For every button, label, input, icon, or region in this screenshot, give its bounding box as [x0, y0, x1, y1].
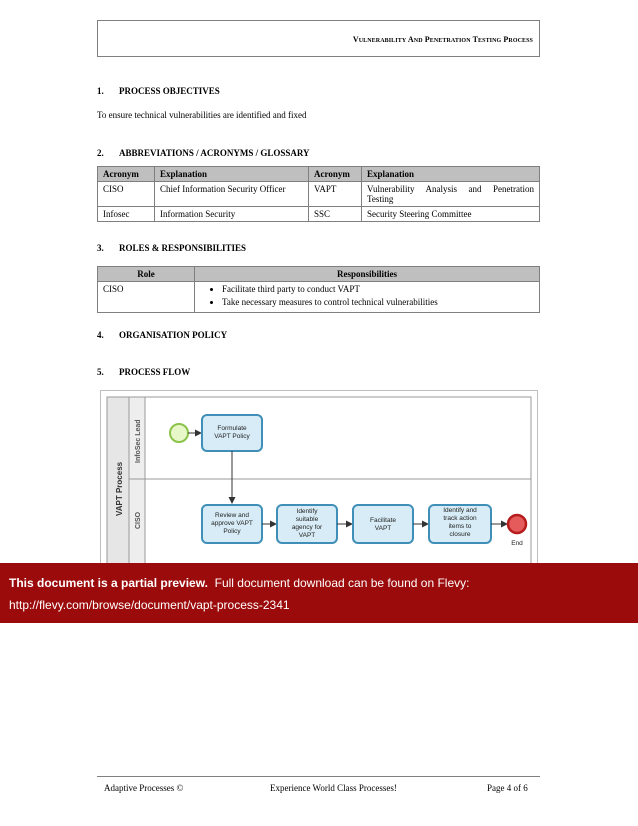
table-cell: Information Security	[155, 207, 309, 222]
pool-label: VAPT Process	[115, 461, 124, 516]
section-heading-4: 4. ORGANISATION POLICY	[97, 330, 228, 340]
table-cell	[195, 282, 540, 313]
table-row	[98, 182, 540, 207]
table-cell: SSC	[309, 207, 362, 222]
table-header-row	[98, 167, 540, 182]
table-header-cell: Explanation	[155, 167, 309, 182]
table-cell: Chief Information Security Officer	[155, 182, 309, 207]
roles-table	[97, 266, 540, 313]
table-cell: CISO	[98, 282, 195, 313]
preview-banner	[0, 563, 638, 623]
footer-page-number: Page 4 of 6	[487, 783, 528, 793]
table-header-cell: Explanation	[362, 167, 540, 182]
preview-message	[9, 576, 469, 590]
lane-label-2: CISO	[135, 511, 142, 529]
preview-link[interactable]: http://flevy.com/browse/document/vapt-process-2341	[9, 598, 290, 612]
table-cell: Infosec	[98, 207, 155, 222]
page-header	[97, 20, 540, 57]
start-event	[170, 424, 188, 442]
header-title: Vulnerability And Penetration Testing Process	[352, 35, 533, 44]
task-label: Identify suitable agency for VAPT	[291, 508, 323, 539]
preview-bold-text: This document is a partial preview.	[9, 576, 208, 590]
lane-label-1: InfoSec Lead	[135, 419, 142, 463]
preview-text: Full document download can be found on Flevy:	[214, 576, 470, 590]
task-facilitate-vapt	[353, 505, 413, 543]
list-item: • Facilitate third party to conduct VAPT	[222, 284, 534, 294]
table-header-cell: Acronym	[309, 167, 362, 182]
process-flow-diagram	[100, 390, 538, 570]
task-label: Facilitate VAPT	[369, 517, 397, 532]
section-heading-2: 2. ABBREVIATIONS / ACRONYMS / GLOSSARY	[97, 148, 310, 158]
abbreviations-table	[97, 166, 540, 222]
table-row	[98, 207, 540, 222]
list-item: • Take necessary measures to control technical vulnerabilities	[222, 297, 534, 307]
footer-divider	[97, 776, 540, 777]
footer-left: Adaptive Processes ©	[104, 783, 184, 793]
end-label: End	[511, 540, 523, 547]
footer-center: Experience World Class Processes!	[270, 783, 397, 793]
end-event	[508, 515, 526, 533]
section-heading-1: 1. PROCESS OBJECTIVES	[97, 86, 220, 96]
objective-text: To ensure technical vulnerabilities are identified and fixed	[97, 110, 307, 120]
table-cell: CISO	[98, 182, 155, 207]
table-header-cell: Responsibilities	[195, 267, 540, 282]
table-header-row	[98, 267, 540, 282]
task-label: Review and approve VAPT Policy	[211, 512, 253, 535]
task-label: Identify and track action items to closure	[443, 507, 477, 538]
responsibility-list	[200, 284, 534, 307]
table-header-cell: Role	[98, 267, 195, 282]
table-row	[98, 282, 540, 313]
table-cell: VAPT	[309, 182, 362, 207]
table-cell: Security Steering Committee	[362, 207, 540, 222]
table-header-cell: Acronym	[98, 167, 155, 182]
section-heading-5: 5. PROCESS FLOW	[97, 367, 191, 377]
section-heading-3: 3. ROLES & RESPONSIBILITIES	[97, 243, 247, 253]
task-label: Formulate VAPT Policy	[214, 425, 250, 440]
table-cell: Vulnerability Analysis and Penetration Testing	[362, 182, 540, 207]
